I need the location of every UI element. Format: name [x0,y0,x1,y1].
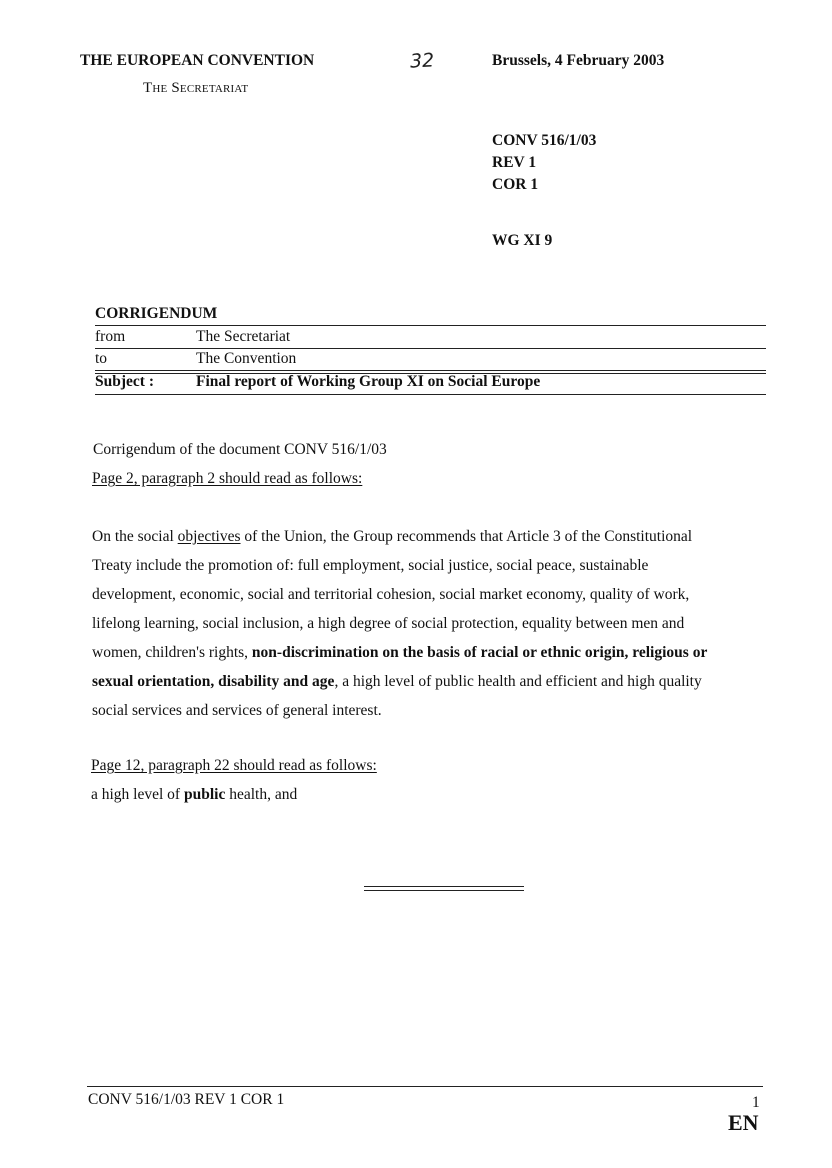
section1-heading: Page 2, paragraph 2 should read as follows: [92,470,363,487]
subject-value: Final report of Working Group XI on Social Europe [196,373,541,390]
doc-ref-conv: CONV 516/1/03 [492,132,597,149]
doc-reference-block [492,130,596,196]
footer-rule [87,1086,763,1087]
public-bold: public [183,786,226,803]
footer-language-code: EN [728,1110,759,1135]
para-line-2: Treaty include the promotion of: full employment, social justice, social peace, sustainable [92,557,649,574]
end-rule-top [364,886,524,887]
wg-reference: WG XI 9 [492,232,553,249]
handwritten-number: 32 [409,49,435,73]
memo-rule-to [95,370,766,371]
objectives-word: objectives [177,528,241,545]
doc-ref-cor: COR 1 [492,176,539,193]
memo-rule-subject [95,394,766,395]
corrigendum-title: CORRIGENDUM [95,305,218,322]
place-date: Brussels, 4 February 2003 [492,52,665,69]
section1-paragraph [92,522,764,725]
para-line-6: sexual orientation, disability and age, a high level of public health and efficient and high quality [92,673,702,690]
non-discrimination-bold: non-discrimination on the basis of racial or ethnic origin, religious or [251,644,708,661]
section2-text: a high level of public health, and [91,786,298,803]
footer-doc-ref: CONV 516/1/03 REV 1 COR 1 [88,1091,285,1108]
subject-label: Subject : [95,373,154,390]
footer-page-number: 1 [752,1094,760,1111]
section2-heading: Page 12, paragraph 22 should read as follows: [91,757,377,774]
para-line-5: women, children's rights, non-discrimination on the basis of racial or ethnic origin, religious or [92,644,708,661]
end-rule-bottom [364,890,524,891]
memo-rule-top [95,325,766,326]
to-label: to [95,350,108,367]
from-label: from [95,328,126,345]
intro-text: Corrigendum of the document CONV 516/1/03 [93,441,387,458]
memo-rule-from [95,348,766,349]
sexual-orientation-bold: sexual orientation, disability and age [92,673,335,690]
org-name: THE EUROPEAN CONVENTION [80,52,315,69]
para-line-7: social services and services of general interest. [92,702,382,719]
para-line-4: lifelong learning, social inclusion, a high degree of social protection, equality between men and [92,615,685,632]
para-line-1: On the social objectives of the Union, the Group recommends that Article 3 of the Constitutional [92,528,693,545]
from-value: The Secretariat [196,328,291,345]
to-value: The Convention [196,350,297,367]
doc-ref-rev: REV 1 [492,154,537,171]
para-line-3: development, economic, social and territorial cohesion, social market economy, quality of work, [92,586,690,603]
secretariat-label: The Secretariat [143,80,249,96]
